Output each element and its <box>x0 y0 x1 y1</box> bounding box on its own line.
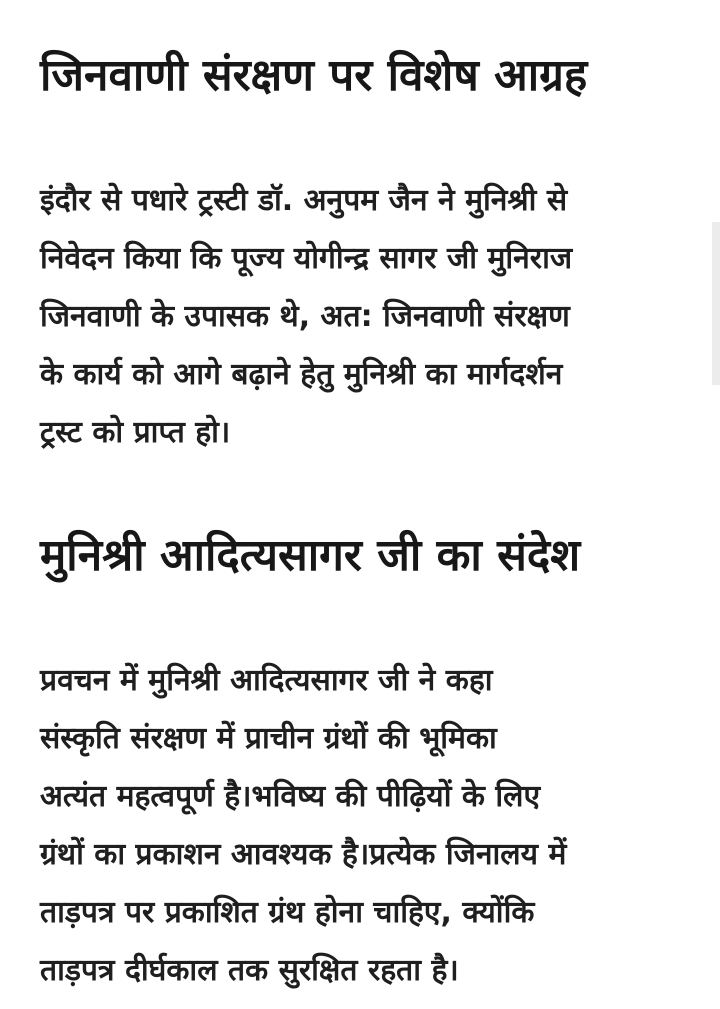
paragraph-line: अत्यंत महत्वपूर्ण है।भविष्य की पीढ़ियों के लिए <box>40 779 541 814</box>
paragraph-munishri-sermon <box>40 652 680 1000</box>
paragraph-line: निवेदन किया कि पूज्य योगीन्द्र सागर जी मुनिराज <box>40 241 573 276</box>
paragraph-line: ट्रस्ट को प्राप्त हो। <box>40 415 231 450</box>
paragraph-line: जिनवाणी के उपासक थे, अत: जिनवाणी संरक्षण <box>40 299 570 334</box>
paragraph-line: संस्कृति संरक्षण में प्राचीन ग्रंथों की भूमिका <box>40 721 497 756</box>
paragraph-trustee-request <box>40 172 680 462</box>
paragraph-line: के कार्य को आगे बढ़ाने हेतु मुनिश्री का मार्गदर्शन <box>40 357 563 392</box>
section-heading-munishri-message: मुनिश्री आदित्यसागर जी का संदेश <box>40 530 581 581</box>
paragraph-line: प्रवचन में मुनिश्री आदित्यसागर जी ने कहा <box>40 663 493 698</box>
paragraph-line: ताड़पत्र पर प्रकाशित ग्रंथ होना चाहिए, क्योंकि <box>40 895 535 930</box>
paragraph-line: ग्रंथों का प्रकाशन आवश्यक है।प्रत्येक जिनालय में <box>40 837 567 872</box>
paragraph-line: इंदौर से पधारे ट्रस्टी डॉ. अनुपम जैन ने मुनिश्री से <box>40 183 568 218</box>
section-heading-jinvani-preservation: जिनवाणी संरक्षण पर विशेष आग्रह <box>40 50 588 101</box>
paragraph-line: ताड़पत्र दीर्घकाल तक सुरक्षित रहता है। <box>40 953 459 988</box>
scrollbar-thumb[interactable] <box>712 222 720 385</box>
